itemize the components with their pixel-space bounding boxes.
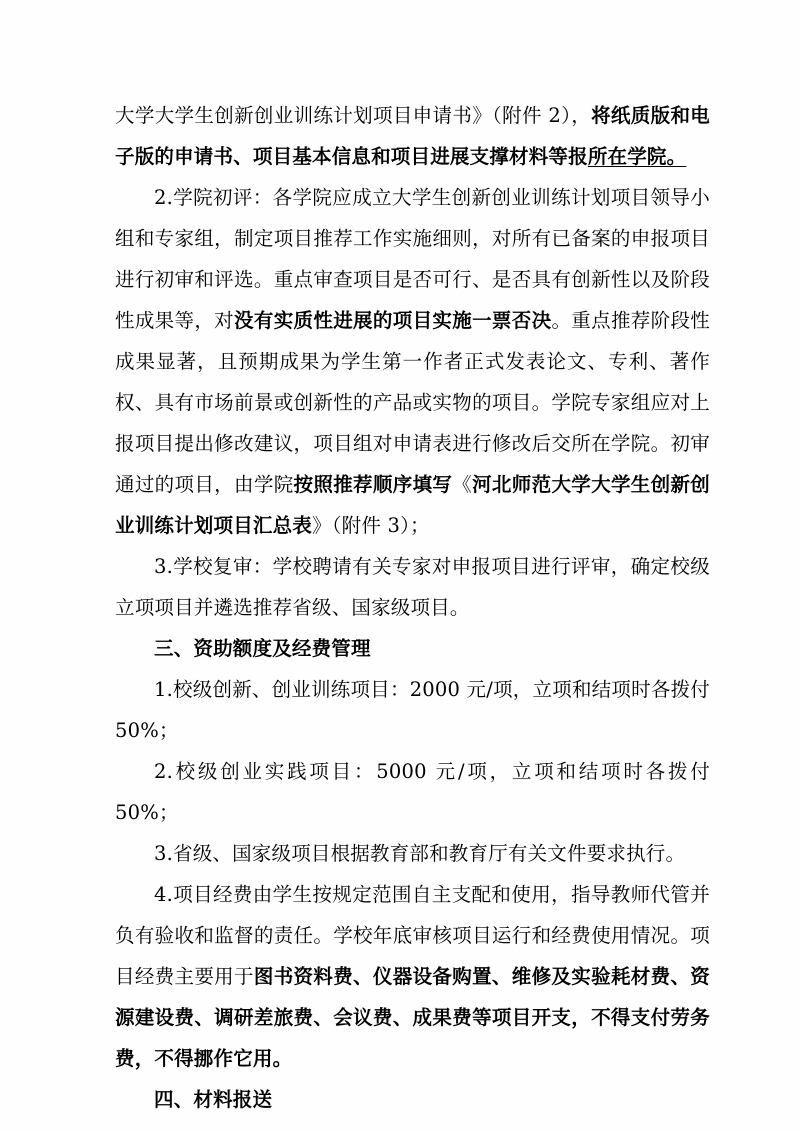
- para-item-2-run-3: 按照推荐顺序填写: [293, 473, 453, 496]
- para-continuation-run-0: 大学大学生创新创业训练计划项目申请书》（附件 2），: [115, 104, 592, 127]
- para-fund-4-run-0: 4.项目经费由学生按规定范围自主支配和使用，指导教师代管并负有验收和监督的责任。学校年底审核项目运行和经费使用情况。项目经费主要用于: [115, 883, 710, 988]
- para-continuation-run-1: 将纸质版和电子版的申请书、项目基本信息和项目进展支撑材料等报: [115, 104, 711, 168]
- heading-section-four-run-0: 四、材料报送: [154, 1088, 273, 1111]
- para-item-2-run-0: 2.学院初评：各学院应成立大学生创新创业训练计划项目领导小组和专家组，制定项目推荐工作实施细则，对所有已备案的申报项目进行初审和评选。重点审查项目是否可行、是否具有创新性以及阶段性成果等，对: [115, 186, 710, 332]
- para-continuation-run-2: 所在学院。: [587, 145, 687, 168]
- para-fund-3-run-0: 3.省级、国家级项目根据教育部和教育厅有关文件要求执行。: [154, 842, 686, 865]
- para-fund-2-run-0: 2.校级创业实践项目：5000 元/项，立项和结项时各拨付 50%；: [115, 760, 710, 824]
- para-item-2-run-5: 河北师范大学大学生创新创业训练计划项目汇总表: [115, 473, 710, 537]
- para-item-2: [115, 177, 710, 546]
- para-item-2-run-1: 没有实质性进展的项目实施一票否决: [234, 309, 552, 332]
- heading-section-four: [115, 1079, 710, 1120]
- para-fund-4-run-1: 图书资料费、仪器设备购置、维修及实验耗材费、资源建设费、调研差旅费、会议费、成果费等项目开支，不得支付劳务费，不得挪作它用。: [115, 965, 710, 1070]
- para-fund-4: [115, 874, 710, 1079]
- heading-section-three: [115, 628, 710, 669]
- para-item-2-run-2: 。重点推荐阶段性成果显著，且预期成果为学生第一作者正式发表论文、专利、著作权、具有市场前景或创新性的产品或实物的项目。学院专家组应对上报项目提出修改建议，项目组对申请表进行修改后交所在学院。初审通过的项目，由学院: [115, 309, 710, 496]
- para-fund-2: [115, 751, 710, 833]
- para-item-3: [115, 546, 710, 628]
- document-body: [115, 95, 710, 1120]
- para-item-2-run-6: 》（附件 3）；: [312, 514, 430, 537]
- para-continuation: [115, 95, 710, 177]
- heading-section-three-run-0: 三、资助额度及经费管理: [154, 637, 371, 660]
- para-item-3-run-0: 3.学校复审：学校聘请有关专家对申报项目进行评审，确定校级立项项目并遴选推荐省级、国家级项目。: [115, 555, 710, 619]
- para-fund-1: [115, 669, 710, 751]
- para-fund-1-run-0: 1.校级创新、创业训练项目：2000 元/项，立项和结项时各拨付 50%；: [115, 678, 710, 742]
- para-fund-3: [115, 833, 710, 874]
- para-item-2-run-4: 《: [452, 473, 473, 496]
